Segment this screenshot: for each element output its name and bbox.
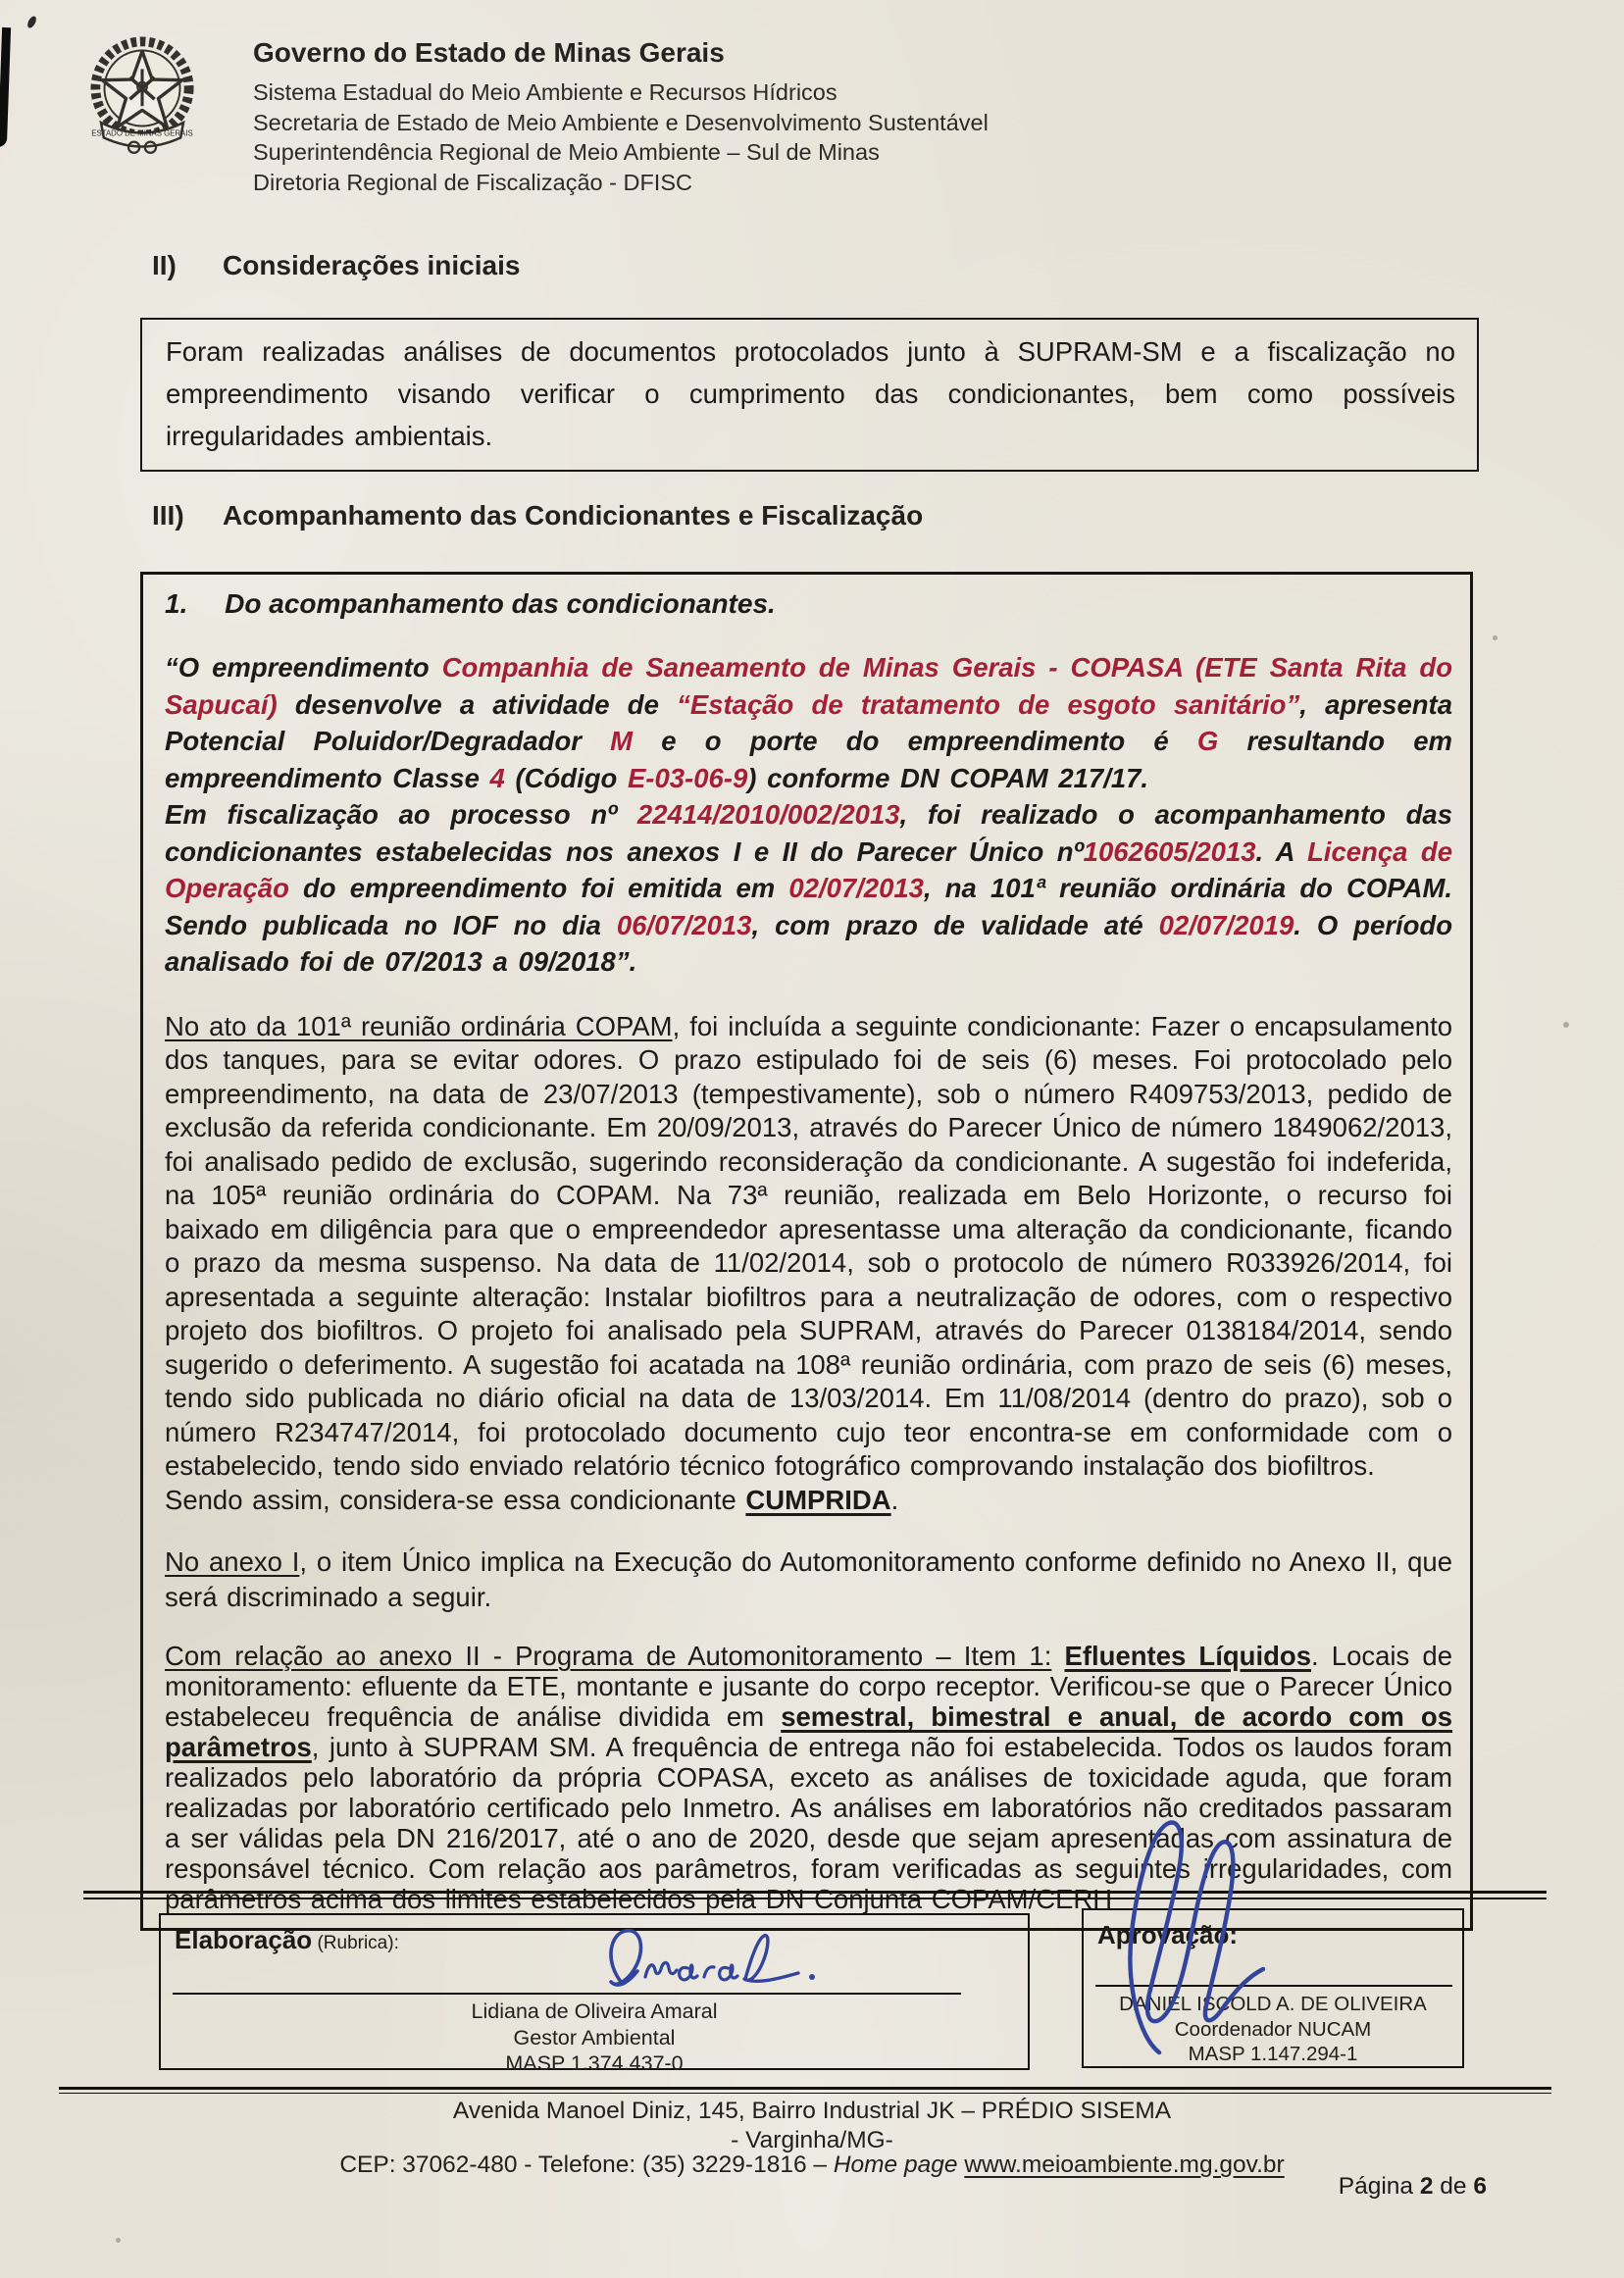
body-paragraph-1: No ato da 101ª reunião ordinária COPAM, foi incluída a seguinte condicionante: Fazer o encapsulamento dos tanques, para se evitar odores. O prazo estipulado foi de seis (6) meses. Foi protocolado pelo empreendimento, na data de 23/07/2013 (tempestivamente), sob o número R409753/2013, pedido de exclusão da referida condicionante. Em 20/09/2013, através do Parecer Único de número 1849062/2013, foi analisado pedido de exclusão, sugerindo reconsideração da condicionante. A sugestão foi indeferida, na 105ª reunião ordinária do COPAM. Na 73ª reunião, realizada em Belo Horizonte, o recurso foi baixado em diligência para que o empreendedor apresentasse uma alteração da condicionante, ficando o prazo da mesma suspenso. Na data de 11/02/2014, sob o protocolo de número R033926/2014, foi apresentada a seguinte alteração: Instalar biofiltros para a neutralização de odores, com o respectivo projeto dos biofiltros. O projeto foi analisado pela SUPRAM, através do Parecer 0138184/2014, sendo sugerido o deferimento. A sugestão foi acatada na 108ª reunião ordinária, com prazo de seis (6) meses, tendo sido publicada no diário oficial na data de 13/03/2014. Em 11/08/2014 (dentro do prazo), sob o número R234747/2014, foi protocolado documento cujo teor encontra-se em conformidade com o estabelecido, tendo sido enviado relatório técnico fotográfico comprovando instalação dos biofiltros. (165, 1010, 1453, 1481)
page-number: Página 2 de 6 (1338, 2173, 1487, 2200)
approval-handwritten-signature (1100, 1814, 1272, 2059)
elaboration-handwritten-signature (588, 1924, 843, 2000)
body-paragraph-3: No anexo I, o item Único implica na Execução do Automonitoramento conforme definido no Anexo II, que será discriminado a seguir. (165, 1546, 1452, 1612)
footer-double-rule (59, 2087, 1551, 2094)
section-ii-title: Considerações iniciais (223, 250, 521, 280)
footer-address-line-2: - Varginha/MG- (731, 2127, 893, 2153)
org-line-4: Diretoria Regional de Fiscalização - DFISC (253, 169, 692, 195)
header-org-block (253, 37, 989, 197)
elaboration-label-text: Elaboração (175, 1925, 313, 1954)
org-line-2: Secretaria de Estado de Meio Ambiente e Desenvolvimento Sustentável (253, 109, 989, 135)
org-title: Governo do Estado de Minas Gerais (253, 37, 725, 68)
section-iii-numeral: III) (152, 500, 184, 531)
section-heading-ii (152, 250, 520, 281)
considerations-box (140, 318, 1479, 472)
section-ii-numeral: II) (152, 250, 177, 280)
minas-gerais-coat-of-arms-logo (74, 25, 211, 165)
scan-speck (25, 15, 37, 29)
double-rule-separator (83, 1891, 1547, 1899)
quote-paragraph-1: “O empreendimento Companhia de Saneamento de Minas Gerais - COPASA (ETE Santa Rita do Sapucaí) desenvolve a atividade de “Estação de tratamento de esgoto sanitário”, apresenta Potencial Poluidor/Degradador M e o porte do empreendimento é G resultando em empreendimento Classe 4 (Código E-03-06-9) conforme DN COPAM 217/17. (165, 652, 1453, 793)
org-line-3: Superintendência Regional de Meio Ambiente – Sul de Minas (253, 139, 880, 165)
elaboration-masp: MASP 1.374.437-0 (505, 2051, 684, 2075)
section-iii-title: Acompanhamento das Condicionantes e Fiscalização (223, 500, 924, 531)
approval-role: Coordenador NUCAM (1174, 2018, 1372, 2041)
quote-paragraph-2: Em fiscalização ao processo nº 22414/2010/002/2013, foi realizado o acompanhamento das condicionantes estabelecidas nos anexos I e II do Parecer Único nº1062605/2013. A Licença de Operação do empreendimento foi emitida em 02/07/2013, na 101ª reunião ordinária do COPAM. Sendo publicada no IOF no dia 06/07/2013, com prazo de validade até 02/07/2019. O período analisado foi de 07/2013 a 09/2018”. (165, 799, 1453, 977)
coat-of-arms-icon (74, 25, 211, 165)
scan-speck (1493, 635, 1497, 640)
approval-name: DANIEL ISCOLD A. DE OLIVEIRA (1119, 1993, 1427, 2015)
footer-contact-line: CEP: 37062-480 - Telefone: (35) 3229-1816 – Home page www.meioambiente.mg.gov.br (339, 2151, 1285, 2178)
considerations-text: Foram realizadas análises de documentos protocolados junto à SUPRAM-SM e a fiscalização no empreendimento visando verificar o cumprimento das condicionantes, bem como possíveis irregularidades ambientais. (166, 336, 1455, 451)
footer-address-line-1: Avenida Manoel Diniz, 145, Bairro Industrial JK – PRÉDIO SISEMA (452, 2098, 1172, 2124)
approval-label: Aprovação: (1097, 1920, 1239, 1949)
approval-masp: MASP 1.147.294-1 (1188, 2043, 1358, 2065)
elaboration-sublabel: (Rubrica): (312, 1933, 399, 1953)
elaboration-role: Gestor Ambiental (513, 2026, 676, 2050)
scan-edge-mark (0, 27, 11, 147)
svg-text:ESTADO DE MINAS GERAIS: ESTADO DE MINAS GERAIS (91, 128, 193, 138)
conditions-monitoring-box (140, 572, 1473, 1931)
section-heading-iii (152, 500, 923, 532)
box-heading-text: Do acompanhamento das condicionantes. (225, 588, 776, 619)
box-heading-number: 1. (165, 588, 188, 619)
org-line-1: Sistema Estadual do Meio Ambiente e Recursos Hídricos (253, 79, 837, 105)
body-paragraph-4: Com relação ao anexo II - Programa de Automonitoramento – Item 1: Efluentes Líquidos. Locais de monitoramento: efluente da ETE, montante e jusante do corpo receptor. Verificou-se que o Parecer Único estabeleceu frequência de análise dividida em semestral, bimestral e anual, de acordo com os parâmetros, junto à SUPRAM SM. A frequência de entrega não foi estabelecida. Todos os laudos foram realizados pelo laboratório da própria COPASA, exceto as análises de toxicidade aguda, que foram realizadas por laboratório certificado pelo Inmetro. As análises em laboratórios não creditados passaram a ser válidas pela DN 216/2017, até o ano de 2020, desde que sejam apresentadas com assinatura de responsável técnico. Com relação aos parâmetros, foram verificadas as seguintes irregularidades, com parâmetros acima dos limites estabelecidos pela DN Conjunta COPAM/CERH (165, 1641, 1453, 1914)
elaboration-name: Lidiana de Oliveira Amaral (471, 2000, 718, 2023)
scan-speck (1563, 1022, 1569, 1028)
body-paragraph-2: Sendo assim, considera-se essa condicionante CUMPRIDA. (165, 1484, 899, 1515)
scan-speck (116, 2238, 121, 2243)
box-heading (165, 588, 1452, 620)
elaboration-label (175, 1925, 399, 1955)
